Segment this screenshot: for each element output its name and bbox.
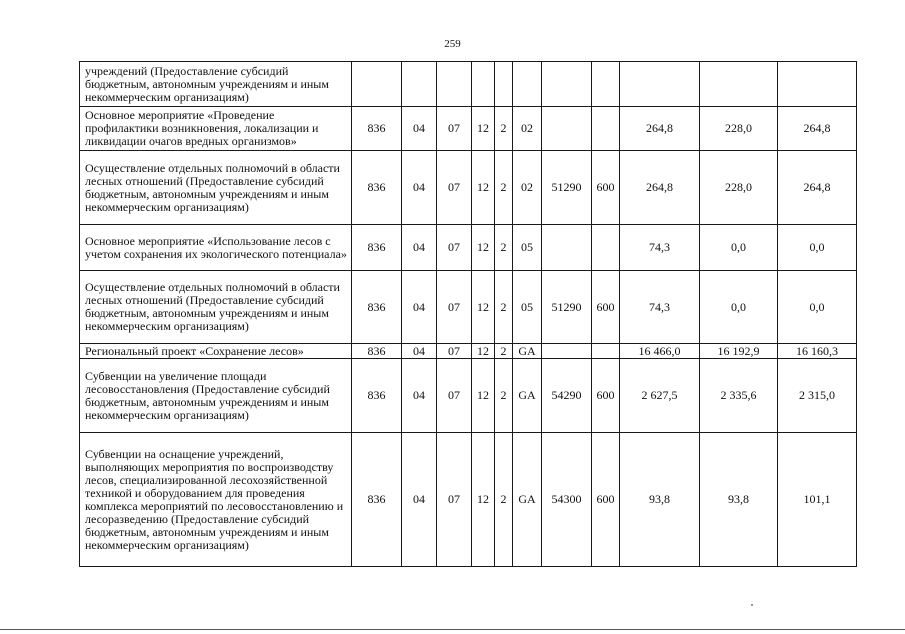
- ministry-code: 836: [352, 344, 402, 359]
- section-code: 04: [402, 225, 437, 271]
- scan-speck: [751, 604, 753, 606]
- table-row: [80, 151, 857, 225]
- program-code: 12: [472, 344, 495, 359]
- row-name: Осуществление отдельных полномочий в области лесных отношений (Предоставление субсидий бюджетным, автономным учреждениям и иным некоммерческим организациям): [80, 271, 352, 344]
- table-row: [80, 62, 857, 107]
- table-row: [80, 271, 857, 344]
- subsection-code: 07: [437, 151, 472, 225]
- amount-year-1: 2 627,5: [620, 359, 700, 433]
- amount-year-1: 74,3: [620, 225, 700, 271]
- subprogram-code: 2: [495, 344, 513, 359]
- direction-code: 54300: [542, 433, 592, 567]
- row-name: Осуществление отдельных полномочий в области лесных отношений (Предоставление субсидий бюджетным, автономным учреждениям и иным некоммерческим организациям): [80, 151, 352, 225]
- scan-edge-line: [0, 629, 905, 630]
- amount-year-1: [620, 62, 700, 107]
- direction-code: 51290: [542, 151, 592, 225]
- subsection-code: 07: [437, 107, 472, 151]
- expense-type-code: 600: [592, 359, 620, 433]
- expense-type-code: [592, 344, 620, 359]
- amount-year-2: 0,0: [700, 271, 778, 344]
- section-code: 04: [402, 107, 437, 151]
- event-code: 02: [513, 151, 542, 225]
- amount-year-3: 264,8: [778, 107, 857, 151]
- ministry-code: 836: [352, 359, 402, 433]
- subsection-code: 07: [437, 344, 472, 359]
- program-code: 12: [472, 433, 495, 567]
- direction-code: [542, 62, 592, 107]
- table-row: [80, 344, 857, 359]
- row-name: Субвенции на оснащение учреждений, выполняющих мероприятия по воспроизводству лесов, специализированной лесохозяйственной техникой и оборудованием для проведения комплекса мероприятий по лесовосстановлению и лесоразведению (Предоставление субсидий бюджетным, автономным учреждениям и иным некоммерческим организациям): [80, 433, 352, 567]
- row-name: Региональный проект «Сохранение лесов»: [80, 344, 352, 359]
- subprogram-code: 2: [495, 225, 513, 271]
- ministry-code: 836: [352, 271, 402, 344]
- row-name: Субвенции на увеличение площади лесовосстановления (Предоставление субсидий бюджетным, автономным учреждениям и иным некоммерческим организациям): [80, 359, 352, 433]
- direction-code: 54290: [542, 359, 592, 433]
- direction-code: [542, 225, 592, 271]
- budget-table: [79, 61, 857, 567]
- amount-year-3: 101,1: [778, 433, 857, 567]
- page-number: 259: [444, 38, 461, 50]
- event-code: [513, 62, 542, 107]
- section-code: 04: [402, 151, 437, 225]
- amount-year-3: 0,0: [778, 225, 857, 271]
- program-code: 12: [472, 271, 495, 344]
- program-code: 12: [472, 107, 495, 151]
- amount-year-3: 0,0: [778, 271, 857, 344]
- subsection-code: 07: [437, 225, 472, 271]
- program-code: 12: [472, 151, 495, 225]
- subprogram-code: 2: [495, 271, 513, 344]
- subprogram-code: 2: [495, 151, 513, 225]
- amount-year-3: 16 160,3: [778, 344, 857, 359]
- expense-type-code: 600: [592, 271, 620, 344]
- amount-year-2: 2 335,6: [700, 359, 778, 433]
- event-code: GA: [513, 359, 542, 433]
- subprogram-code: [495, 62, 513, 107]
- subprogram-code: 2: [495, 107, 513, 151]
- amount-year-3: [778, 62, 857, 107]
- amount-year-3: 264,8: [778, 151, 857, 225]
- table-row: [80, 225, 857, 271]
- amount-year-2: 0,0: [700, 225, 778, 271]
- program-code: 12: [472, 225, 495, 271]
- event-code: 05: [513, 271, 542, 344]
- expense-type-code: [592, 225, 620, 271]
- ministry-code: 836: [352, 433, 402, 567]
- row-name: учреждений (Предоставление субсидий бюджетным, автономным учреждениям и иным некоммерческим организациям): [80, 62, 352, 107]
- ministry-code: 836: [352, 107, 402, 151]
- table-row: [80, 433, 857, 567]
- event-code: GA: [513, 433, 542, 567]
- ministry-code: 836: [352, 151, 402, 225]
- expense-type-code: 600: [592, 151, 620, 225]
- event-code: 05: [513, 225, 542, 271]
- amount-year-2: 93,8: [700, 433, 778, 567]
- section-code: [402, 62, 437, 107]
- section-code: 04: [402, 433, 437, 567]
- expense-type-code: [592, 107, 620, 151]
- expense-type-code: 600: [592, 433, 620, 567]
- direction-code: [542, 107, 592, 151]
- amount-year-1: 264,8: [620, 107, 700, 151]
- program-code: [472, 62, 495, 107]
- amount-year-2: 16 192,9: [700, 344, 778, 359]
- amount-year-1: 16 466,0: [620, 344, 700, 359]
- amount-year-3: 2 315,0: [778, 359, 857, 433]
- amount-year-1: 264,8: [620, 151, 700, 225]
- section-code: 04: [402, 271, 437, 344]
- subprogram-code: 2: [495, 359, 513, 433]
- amount-year-1: 93,8: [620, 433, 700, 567]
- subsection-code: 07: [437, 359, 472, 433]
- row-name: Основное мероприятие «Использование лесов с учетом сохранения их экологического потенциала»: [80, 225, 352, 271]
- section-code: 04: [402, 344, 437, 359]
- amount-year-1: 74,3: [620, 271, 700, 344]
- subsection-code: 07: [437, 433, 472, 567]
- amount-year-2: 228,0: [700, 151, 778, 225]
- subprogram-code: 2: [495, 433, 513, 567]
- ministry-code: [352, 62, 402, 107]
- direction-code: [542, 344, 592, 359]
- table-row: [80, 107, 857, 151]
- ministry-code: 836: [352, 225, 402, 271]
- subsection-code: 07: [437, 271, 472, 344]
- table-row: [80, 359, 857, 433]
- amount-year-2: [700, 62, 778, 107]
- event-code: 02: [513, 107, 542, 151]
- section-code: 04: [402, 359, 437, 433]
- amount-year-2: 228,0: [700, 107, 778, 151]
- event-code: GA: [513, 344, 542, 359]
- row-name: Основное мероприятие «Проведение профилактики возникновения, локализации и ликвидации очагов вредных организмов»: [80, 107, 352, 151]
- program-code: 12: [472, 359, 495, 433]
- subsection-code: [437, 62, 472, 107]
- expense-type-code: [592, 62, 620, 107]
- direction-code: 51290: [542, 271, 592, 344]
